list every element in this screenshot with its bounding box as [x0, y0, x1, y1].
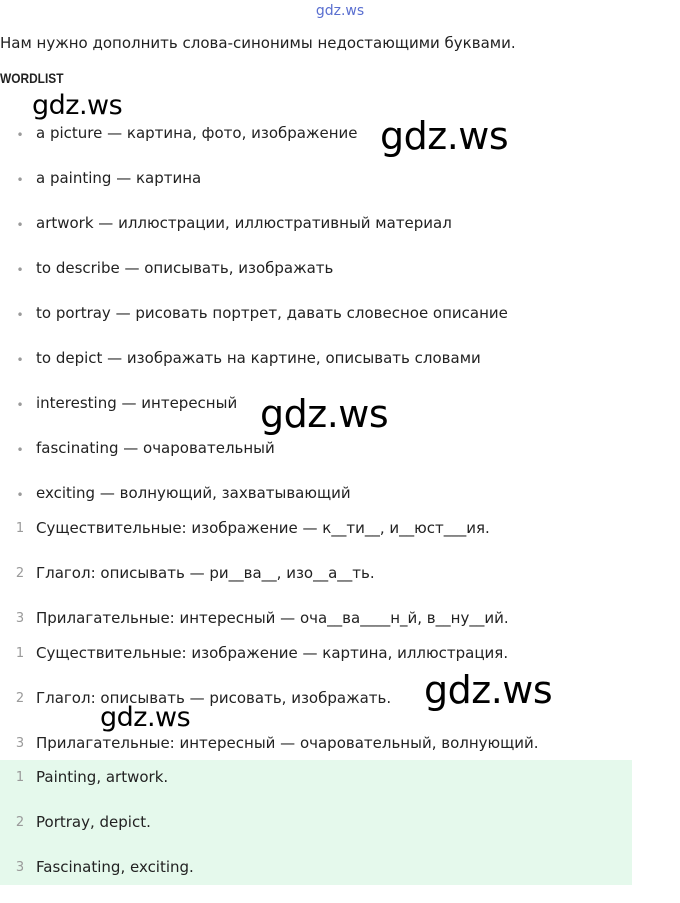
list-item: [0, 169, 680, 214]
wordlist: [0, 124, 680, 529]
list-item-text: Portray, depict.: [36, 813, 151, 831]
list-item-text: Глагол: описывать — ри__ва__, изо__а__ть.: [36, 564, 375, 582]
bullet-icon: •: [16, 218, 24, 232]
list-item-text: Глагол: описывать — рисовать, изображать.: [36, 689, 392, 707]
list-number: 1: [15, 646, 25, 661]
list-item: [0, 214, 680, 259]
intro-text: Нам нужно дополнить слова-синонимы недостающими буквами.: [0, 34, 516, 52]
wordlist-heading: WORDLIST: [0, 70, 64, 86]
list-item-text: a picture — картина, фото, изображение: [36, 124, 358, 142]
list-item-text: a painting — картина: [36, 169, 202, 187]
list-item-text: to portray — рисовать портрет, давать словесное описание: [36, 304, 508, 322]
list-item-text: to depict — изображать на картине, описывать словами: [36, 349, 481, 367]
list-item: [0, 439, 680, 484]
list-item-text: fascinating — очаровательный: [36, 439, 275, 457]
list-number: 1: [15, 770, 25, 785]
bullet-icon: •: [16, 128, 24, 142]
list-item-text: Прилагательные: интересный — очаровательный, волнующий.: [36, 734, 539, 752]
watermark: gdz.ws: [260, 392, 389, 436]
list-number: 2: [15, 691, 25, 706]
list-number: 2: [15, 566, 25, 581]
list-item: [0, 124, 680, 169]
list-item: [0, 564, 680, 609]
list-number: 3: [15, 860, 25, 875]
bullet-icon: •: [16, 353, 24, 367]
bullet-icon: •: [16, 263, 24, 277]
list-item-text: to describe — описывать, изображать: [36, 259, 334, 277]
list-item: [0, 644, 680, 689]
task-list: [0, 519, 680, 654]
watermark: gdz.ws: [380, 114, 509, 158]
bullet-icon: •: [16, 308, 24, 322]
list-item-text: Painting, artwork.: [36, 768, 169, 786]
list-item: [0, 304, 680, 349]
list-item-text: interesting — интересный: [36, 394, 238, 412]
watermark: gdz.ws: [100, 702, 191, 733]
list-item-text: exciting — волнующий, захватывающий: [36, 484, 351, 502]
watermark: gdz.ws: [32, 90, 123, 121]
bullet-icon: •: [16, 488, 24, 502]
list-item: [0, 259, 680, 304]
list-item-text: Существительные: изображение — картина, иллюстрация.: [36, 644, 509, 662]
bullet-icon: •: [16, 443, 24, 457]
list-item-text: artwork — иллюстрации, иллюстративный материал: [36, 214, 452, 232]
list-number: 1: [15, 521, 25, 536]
list-item: [0, 349, 680, 394]
list-item: [0, 768, 680, 813]
watermark: gdz.ws: [424, 668, 553, 712]
bullet-icon: •: [16, 398, 24, 412]
list-item-text: Существительные: изображение — к__ти__, и__юст___ия.: [36, 519, 490, 537]
list-item-text: Прилагательные: интересный — оча__ва____н_й, в__ну__ий.: [36, 609, 509, 627]
list-item: [0, 813, 680, 858]
bullet-icon: •: [16, 173, 24, 187]
list-item: [0, 519, 680, 564]
final-answer-list: [0, 768, 680, 903]
list-number: 3: [15, 611, 25, 626]
list-item: [0, 858, 680, 903]
site-mark: gdz.ws: [315, 3, 365, 19]
list-number: 2: [15, 815, 25, 830]
list-number: 3: [15, 736, 25, 751]
list-item-text: Fascinating, exciting.: [36, 858, 194, 876]
